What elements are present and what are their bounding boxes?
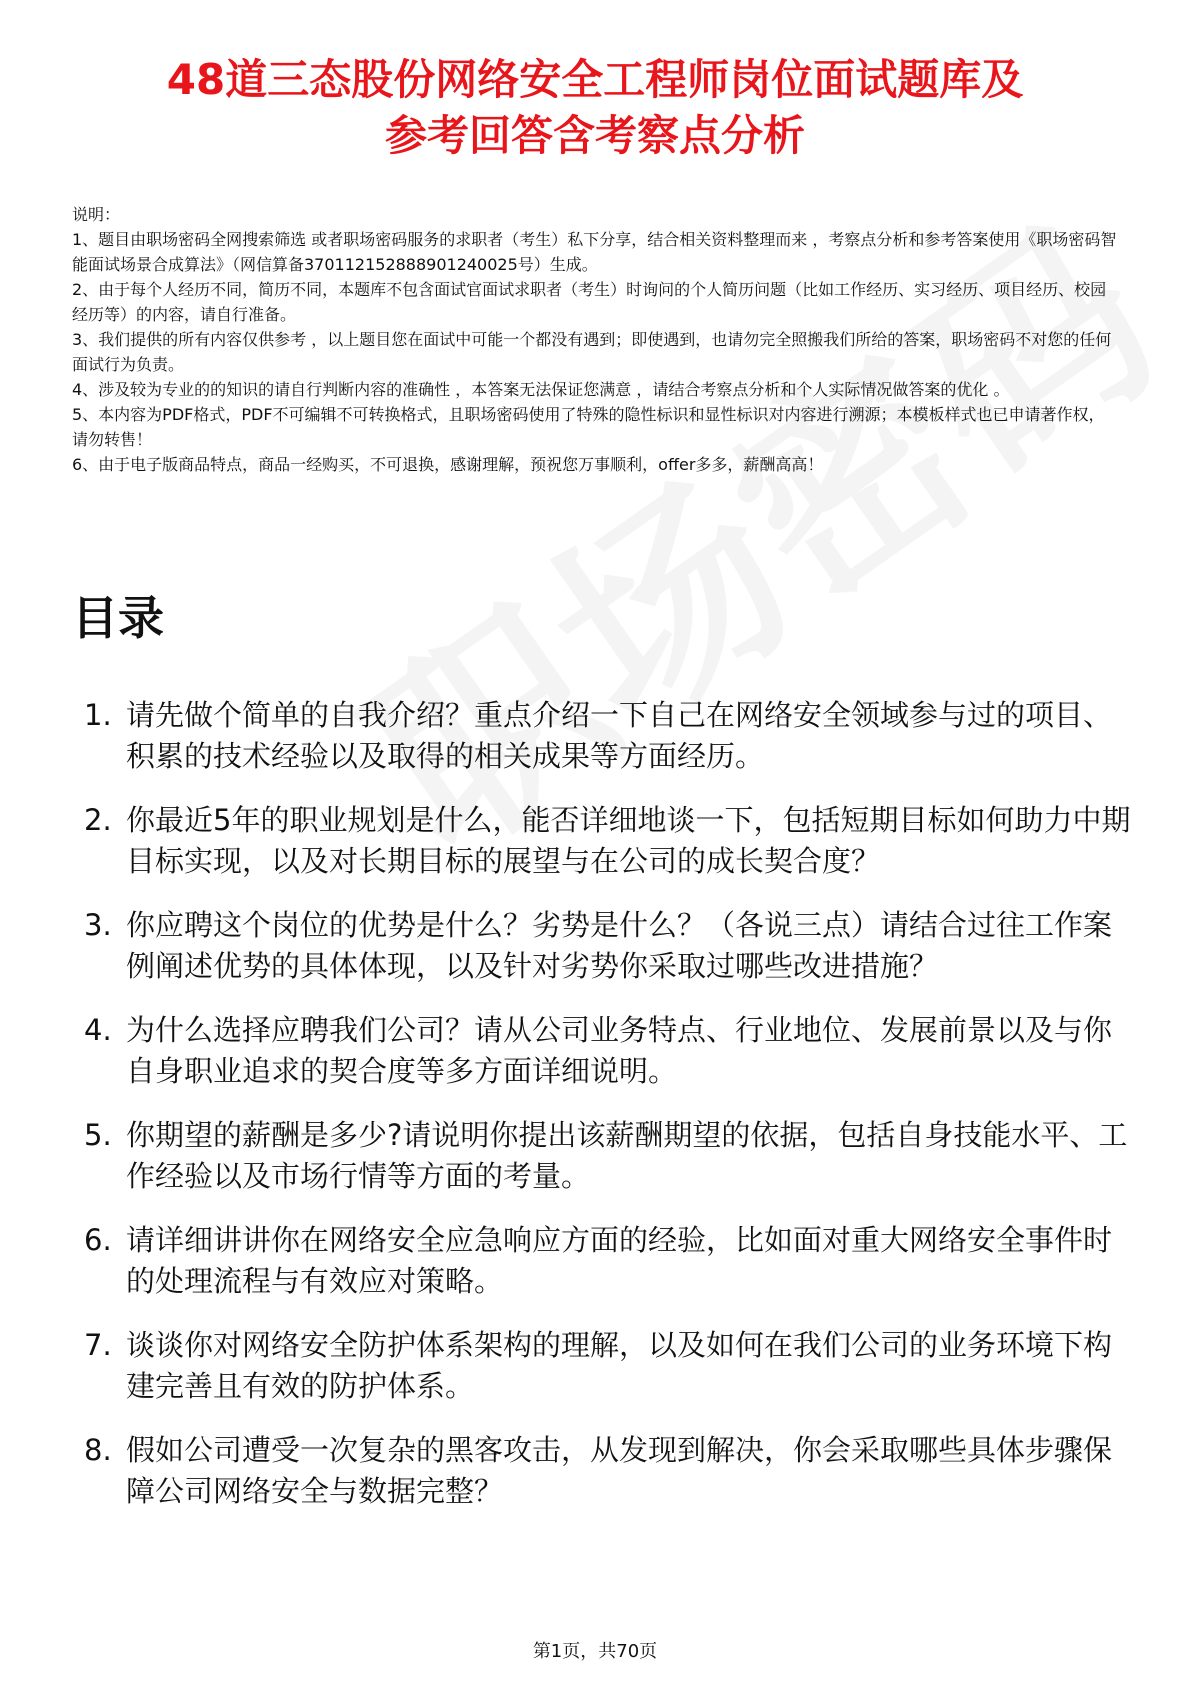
question-text: 你最近5年的职业规划是什么，能否详细地谈一下，包括短期目标如何助力中期目标实现，以及对长期目标的展望与在公司的成长契合度？ <box>126 803 1131 878</box>
question-text: 假如公司遭受一次复杂的黑客攻击，从发现到解决，你会采取哪些具体步骤保障公司网络安全与数据完整？ <box>126 1433 1113 1508</box>
instruction-item-5: 5、本内容为PDF格式，PDF不可编辑不可转换格式，且职场密码使用了特殊的隐性标识和显性标识对内容进行溯源；本模板样式也已申请著作权，请勿转售！ <box>72 405 1105 449</box>
question-item[interactable] <box>72 1115 1132 1197</box>
question-list <box>72 695 1132 1535</box>
question-number: 5. <box>84 1118 112 1152</box>
question-item[interactable] <box>72 695 1132 777</box>
question-item[interactable] <box>72 1430 1132 1512</box>
question-text: 你期望的薪酬是多少?请说明你提出该薪酬期望的依据，包括自身技能水平、工作经验以及市场行情等方面的考量。 <box>126 1118 1128 1193</box>
instruction-item-1: 1、题目由职场密码全网搜索筛选 或者职场密码服务的求职者（考生）私下分享，结合相关资料整理而来 ，考察点分析和参考答案使用《职场密码智能面试场景合成算法》（网信算备370112152888901240025号）生成。 <box>72 230 1117 274</box>
question-number: 3. <box>84 908 112 942</box>
question-number: 6. <box>84 1223 112 1257</box>
title-line-2: 参考回答含考察点分析 <box>384 111 805 160</box>
question-text: 你应聘这个岗位的优势是什么？劣势是什么？（各说三点）请结合过往工作案例阐述优势的具体体现，以及针对劣势你采取过哪些改进措施？ <box>126 908 1113 983</box>
question-item[interactable] <box>72 1010 1132 1092</box>
question-item[interactable] <box>72 905 1132 987</box>
page-footer: 第1页，共70页 <box>532 1641 658 1662</box>
question-item[interactable] <box>72 1220 1132 1302</box>
question-text: 谈谈你对网络安全防护体系架构的理解，以及如何在我们公司的业务环境下构建完善且有效的防护体系。 <box>126 1328 1113 1403</box>
instruction-item-3: 3、我们提供的所有内容仅供参考 ，以上题目您在面试中可能一个都没有遇到；即使遇到，也请勿完全照搬我们所给的答案，职场密码不对您的任何面试行为负责。 <box>72 330 1112 374</box>
question-text: 请详细讲讲你在网络安全应急响应方面的经验，比如面对重大网络安全事件时的处理流程与有效应对策略。 <box>126 1223 1113 1298</box>
question-number: 2. <box>84 803 112 837</box>
question-text: 请先做个简单的自我介绍？重点介绍一下自己在网络安全领域参与过的项目、积累的技术经验以及取得的相关成果等方面经历。 <box>126 698 1113 773</box>
question-item[interactable] <box>72 1325 1132 1407</box>
instructions-label: 说明： <box>72 205 121 224</box>
question-number: 8. <box>84 1433 112 1467</box>
document-title <box>60 52 1130 164</box>
toc-heading: 目录 <box>72 591 164 645</box>
title-line-1: 48道三态股份网络安全工程师岗位面试题库及 <box>166 55 1024 104</box>
question-item[interactable] <box>72 800 1132 882</box>
instruction-item-2: 2、由于每个人经历不同，简历不同，本题库不包含面试官面试求职者（考生）时询问的个人简历问题（比如工作经历、实习经历、项目经历、校园经历等）的内容，请自行准备。 <box>72 280 1107 324</box>
instruction-item-4: 4、涉及较为专业的的知识的请自行判断内容的准确性 ，本答案无法保证您满意 ，请结合考察点分析和个人实际情况做答案的优化 。 <box>72 380 1010 399</box>
question-number: 7. <box>84 1328 112 1362</box>
instruction-item-6: 6、由于电子版商品特点，商品一经购买，不可退换，感谢理解，预祝您万事顺利，offer多多，薪酬高高！ <box>72 455 824 474</box>
question-text: 为什么选择应聘我们公司？请从公司业务特点、行业地位、发展前景以及与你自身职业追求的契合度等多方面详细说明。 <box>126 1013 1113 1088</box>
instructions-block <box>72 202 1117 477</box>
question-number: 4. <box>84 1013 112 1047</box>
question-number: 1. <box>84 698 112 732</box>
